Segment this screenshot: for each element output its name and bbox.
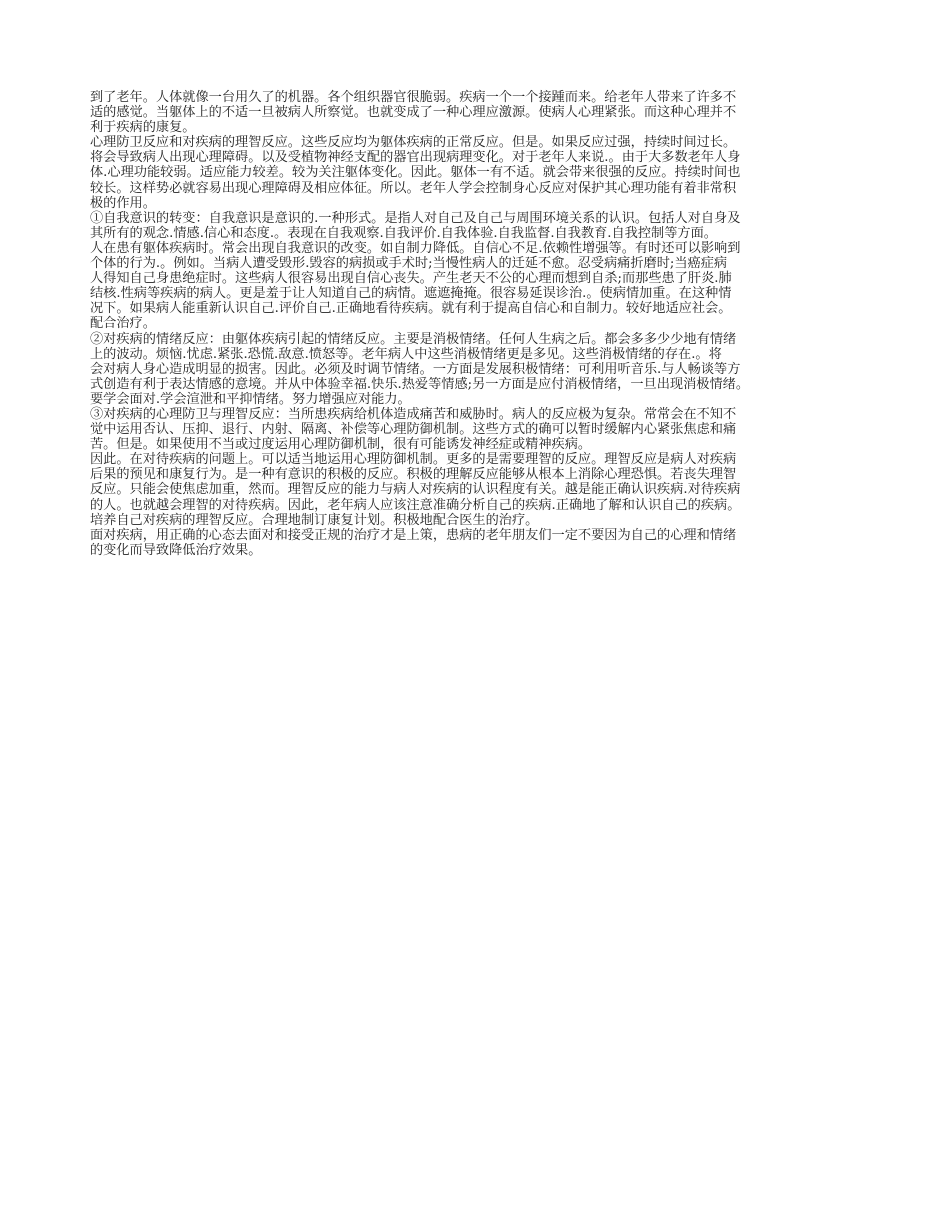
text-line: ①自我意识的转变：自我意识是意识的.一种形式。是指人对自己及自己与周围环境关系的认识。包括人对自身及: [90, 210, 741, 226]
text-line: 后果的预见和康复行为。是一种有意识的积极的反应。积极的理解反应能够从根本上消除心理恐惧。若丧失理智: [90, 467, 737, 483]
text-line: 的变化而导致降低治疗效果。: [90, 542, 262, 558]
text-line: 适的感觉。当躯体上的不适一旦被病人所察觉。也就变成了一种心理应激源。使病人心理紧张。而这种心理并不: [90, 105, 737, 121]
text-line: 配合治疗。: [90, 316, 156, 332]
text-line: 上的波动。烦恼.忧虑.紧张.恐慌.敌意.愤怒等。老年病人中这些消极情绪更是多见。这些消极情绪的存在.。将: [90, 346, 722, 362]
text-line: 将会导致病人出现心理障碍。以及受植物神经支配的器官出现病理变化。对于老年人来说.。由于大多数老年人身: [90, 150, 741, 166]
text-line: 的人。也就越会理智的对待疾病。因此，老年病人应该注意准确分析自己的疾病.正确地了解和认识自己的疾病。: [90, 497, 741, 513]
text-line: 反应。只能会使焦虑加重，然而。理智反应的能力与病人对疾病的认识程度有关。越是能正确认识疾病.对待疾病: [90, 482, 741, 498]
text-line: 结核.性病等疾病的病人。更是羞于让人知道自己的病情。遮遮掩掩。很容易延误诊治.。使病情加重。在这种情: [90, 286, 732, 302]
text-line: 心理防卫反应和对疾病的理智反应。这些反应均为躯体疾病的正常反应。但是。如果反应过强，持续时间过长。: [90, 135, 737, 151]
text-line: 培养自己对疾病的理智反应。合理地制订康复计划。积极地配合医生的治疗。: [90, 512, 539, 528]
text-line: 利于疾病的康复。: [90, 120, 196, 136]
text-line: 个体的行为.。例如。当病人遭受毁形.毁容的病损或手术时;当慢性病人的迁延不愈。忍受病痛折磨时;当癌症病: [90, 256, 728, 272]
text-line: 觉中运用否认、压抑、退行、内射、隔离、补偿等心理防御机制。这些方式的确可以暂时缓解内心紧张焦虑和痛: [90, 422, 737, 438]
text-line: 因此。在对待疾病的问题上。可以适当地运用心理防御机制。更多的是需要理智的反应。理智反应是病人对疾病: [90, 452, 737, 468]
text-line: 况下。如果病人能重新认识自己.评价自己.正确地看待疾病。就有利于提高自信心和自制力。较好地适应社会。: [90, 301, 732, 317]
text-line: 其所有的观念.情感.信心和态度.。表现在自我观察.自我评价.自我体验.自我监督.自我教育.自我控制等方面。: [90, 225, 717, 241]
text-line: 到了老年。人体就像一台用久了的机器。各个组织器官很脆弱。疾病一个一个接踵而来。给老年人带来了许多不: [90, 90, 737, 105]
text-line: 要学会面对.学会渲泄和平抑情绪。努力增强应对能力。: [90, 391, 411, 407]
text-line: 人得知自己身患绝症时。这些病人很容易出现自信心丧失。产生老天不公的心理而想到自杀;而那些患了肝炎.肺: [90, 271, 732, 287]
text-line: 较长。这样势必就容易出现心理障碍及相应体征。所以。老年人学会控制身心反应对保护其心理功能有着非常积: [90, 180, 737, 196]
text-line: 会对病人身心造成明显的损害。因此。必须及时调节情绪。一方面是发展积极情绪：可利用听音乐.与人畅谈等方: [90, 361, 741, 377]
text-line: 式创造有利于表达情感的意境。并从中体验幸福.快乐.热爱等情感;另一方面是应付消极情绪，一旦出现消极情绪。: [90, 376, 750, 392]
text-line: 极的作用。: [90, 195, 156, 211]
text-line: ③对疾病的心理防卫与理智反应：当所患疾病给机体造成痛苦和威胁时。病人的反应极为复杂。常常会在不知不: [90, 406, 737, 422]
text-line: 面对疾病，用正确的心态去面对和接受正规的治疗才是上策，患病的老年朋友们一定不要因为自己的心理和情绪: [90, 527, 737, 543]
text-line: 苦。但是。如果使用不当或过度运用心理防御机制，很有可能诱发神经症或精神疾病。: [90, 437, 592, 453]
text-line: 体.心理功能较弱。适应能力较差。较为关注躯体变化。因此。躯体一有不适。就会带来很强的反应。持续时间也: [90, 165, 741, 181]
text-line: 人在患有躯体疾病时。常会出现自我意识的改变。如自制力降低。自信心不足.依赖性增强等。有时还可以影响到: [90, 240, 741, 256]
text-line: ②对疾病的情绪反应：由躯体疾病引起的情绪反应。主要是消极情绪。任何人生病之后。都会多多少少地有情绪: [90, 331, 737, 347]
document-body: [90, 90, 880, 558]
